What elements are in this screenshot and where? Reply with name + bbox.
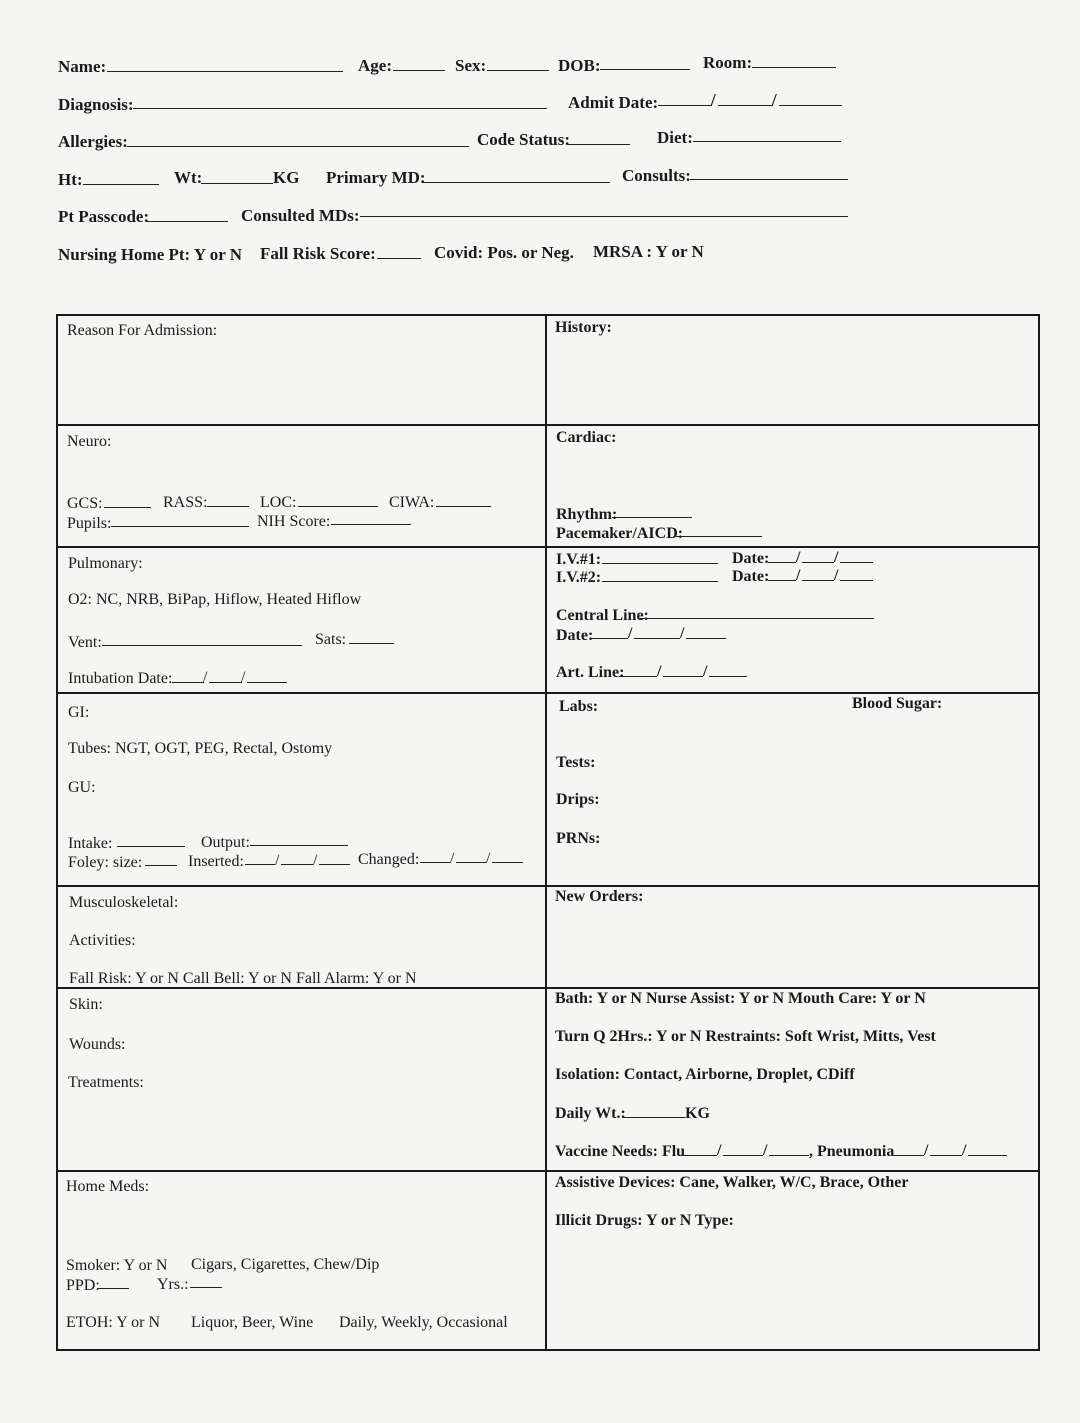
date-slash: / (628, 625, 633, 642)
bath-options: Bath: Y or N Nurse Assist: Y or N Mouth Care: Y or N (555, 990, 926, 1007)
loc-field[interactable] (298, 506, 378, 507)
art-line-year-field[interactable] (709, 676, 747, 677)
date-slash: / (486, 850, 491, 867)
sats-label: Sats: (315, 631, 347, 648)
iv1-date-month-field[interactable] (768, 562, 796, 563)
flu-date-year-field[interactable] (769, 1155, 809, 1156)
alcohol-type-options: Liquor, Beer, Wine (191, 1314, 314, 1331)
iv1-date-label: Date: (732, 550, 770, 567)
primary-md-field[interactable] (422, 182, 610, 183)
ht-label: Ht: (58, 170, 83, 189)
pupils-field[interactable] (111, 526, 249, 527)
foley-inserted-month-field[interactable] (245, 864, 275, 865)
foley-changed-label: Changed: (358, 851, 420, 868)
ppd-field[interactable] (98, 1288, 129, 1289)
pacemaker-field[interactable] (676, 536, 762, 537)
rhythm-field[interactable] (612, 517, 692, 518)
reason-for-admission-label: Reason For Admission: (67, 322, 218, 339)
cardiac-label: Cardiac: (556, 429, 617, 446)
foley-changed-year-field[interactable] (492, 862, 523, 863)
date-slash: / (241, 669, 246, 686)
fall-risk-options: Fall Risk: Y or N Call Bell: Y or N Fall Alarm: Y or N (69, 970, 417, 987)
covid-label: Covid: Pos. or Neg. (434, 243, 574, 262)
pneumonia-date-year-field[interactable] (968, 1155, 1007, 1156)
name-field[interactable] (107, 71, 343, 72)
date-slash: / (834, 549, 839, 566)
grid-line-row (56, 424, 1040, 426)
room-label: Room: (703, 53, 753, 72)
date-slash: / (657, 663, 662, 680)
room-field[interactable] (752, 67, 836, 68)
pupils-label: Pupils: (67, 515, 112, 532)
illicit-drugs-options: Illicit Drugs: Y or N Type: (555, 1212, 734, 1229)
consulted-mds-field[interactable] (360, 216, 848, 217)
consults-label: Consults: (622, 166, 691, 185)
date-slash: / (203, 669, 208, 686)
consults-field[interactable] (690, 179, 848, 180)
loc-label: LOC: (260, 494, 297, 511)
wounds-label: Wounds: (69, 1036, 126, 1053)
consulted-mds-label: Consulted MDs: (241, 206, 360, 225)
tubes-options: Tubes: NGT, OGT, PEG, Rectal, Ostomy (68, 740, 333, 757)
output-field[interactable] (250, 845, 348, 846)
o2-options: O2: NC, NRB, BiPap, Hiflow, Heated Hiflow (68, 591, 362, 608)
date-slash: / (834, 567, 839, 584)
pneumonia-label: , Pneumonia (809, 1143, 895, 1160)
allergies-label: Allergies: (58, 132, 128, 151)
date-slash: / (313, 852, 318, 869)
daily-wt-label: Daily Wt.: (555, 1105, 626, 1122)
intake-field[interactable] (117, 846, 185, 847)
central-line-field[interactable] (640, 618, 874, 619)
iv2-date-year-field[interactable] (840, 580, 873, 581)
history-label: History: (555, 319, 612, 336)
nih-score-label: NIH Score: (257, 513, 331, 530)
kg-unit: KG (273, 168, 300, 187)
pt-passcode-field[interactable] (147, 221, 228, 222)
wt-label: Wt: (174, 168, 203, 187)
gcs-field[interactable] (104, 507, 151, 508)
date-slash: / (275, 852, 280, 869)
diet-field[interactable] (693, 141, 841, 142)
fall-risk-score-field[interactable] (377, 258, 421, 259)
home-meds-label: Home Meds: (66, 1178, 150, 1195)
musculoskeletal-label: Musculoskeletal: (69, 894, 179, 911)
smoker-options: Smoker: Y or N (66, 1257, 168, 1274)
wt-field[interactable] (201, 183, 273, 184)
vaccine-flu-label: Vaccine Needs: Flu (555, 1143, 686, 1160)
code-status-label: Code Status: (477, 130, 571, 149)
allergies-field[interactable] (127, 146, 469, 147)
isolation-options: Isolation: Contact, Airborne, Droplet, CDiff (555, 1066, 855, 1083)
sex-label: Sex: (455, 56, 487, 75)
grid-line-middle (545, 314, 547, 1351)
flu-date-day-field[interactable] (723, 1155, 763, 1156)
art-line-day-field[interactable] (663, 676, 703, 677)
tobacco-options: Cigars, Cigarettes, Chew/Dip (191, 1256, 380, 1273)
pneumonia-date-day-field[interactable] (930, 1155, 962, 1156)
rass-field[interactable] (207, 506, 249, 507)
nursing-home-label: Nursing Home Pt: Y or N (58, 245, 242, 264)
dob-field[interactable] (600, 69, 690, 70)
age-field[interactable] (393, 70, 445, 71)
date-slash: / (711, 90, 716, 109)
date-slash: / (796, 567, 801, 584)
date-slash: / (680, 625, 685, 642)
date-slash: / (924, 1142, 929, 1159)
foley-size-field[interactable] (145, 865, 177, 866)
output-label: Output: (201, 834, 250, 851)
iv2-date-label: Date: (732, 568, 770, 585)
sex-field[interactable] (487, 70, 549, 71)
foley-inserted-day-field[interactable] (281, 864, 313, 865)
grid-line-right (1038, 314, 1040, 1351)
grid-line-row (56, 885, 1040, 887)
gu-label: GU: (68, 779, 96, 796)
date-slash: / (717, 1142, 722, 1159)
alcohol-frequency-options: Daily, Weekly, Occasional (339, 1314, 508, 1331)
admit-date-month-field[interactable] (658, 105, 712, 106)
grid-line-top (56, 314, 1040, 316)
daily-wt-field[interactable] (623, 1117, 685, 1118)
treatments-label: Treatments: (68, 1074, 144, 1091)
skin-label: Skin: (69, 996, 103, 1013)
blood-sugar-label: Blood Sugar: (852, 695, 943, 712)
mrsa-label: MRSA : Y or N (593, 242, 704, 261)
pneumonia-date-month-field[interactable] (894, 1155, 924, 1156)
vent-label: Vent: (68, 634, 102, 651)
date-slash: / (763, 1142, 768, 1159)
date-slash: / (772, 90, 777, 109)
art-line-month-field[interactable] (619, 676, 657, 677)
iv1-label: I.V.#1: (556, 551, 602, 568)
turn-restraints-options: Turn Q 2Hrs.: Y or N Restraints: Soft Wrist, Mitts, Vest (555, 1028, 936, 1045)
foley-inserted-label: Inserted: (188, 853, 244, 870)
iv2-label: I.V.#2: (556, 569, 602, 586)
foley-size-label: Foley: size: (68, 854, 143, 871)
iv2-field[interactable] (602, 581, 718, 582)
central-line-label: Central Line: (556, 607, 649, 624)
grid-line-bottom (56, 1349, 1040, 1351)
intubation-date-day-field[interactable] (209, 682, 242, 683)
etoh-options: ETOH: Y or N (66, 1314, 161, 1331)
fall-risk-score-label: Fall Risk Score: (260, 244, 376, 263)
diagnosis-label: Diagnosis: (58, 95, 134, 114)
foley-changed-day-field[interactable] (456, 862, 486, 863)
pt-passcode-label: Pt Passcode: (58, 207, 150, 226)
intubation-date-label: Intubation Date: (68, 670, 173, 687)
grid-line-row (56, 546, 1040, 548)
date-slash: / (703, 663, 708, 680)
flu-date-month-field[interactable] (681, 1155, 717, 1156)
labs-label: Labs: (559, 698, 599, 715)
pulmonary-label: Pulmonary: (68, 555, 143, 572)
gcs-label: GCS: (67, 495, 103, 512)
iv2-date-month-field[interactable] (768, 580, 796, 581)
art-line-label: Art. Line: (556, 664, 625, 681)
intubation-date-month-field[interactable] (172, 682, 204, 683)
iv1-date-day-field[interactable] (802, 562, 834, 563)
assistive-devices-options: Assistive Devices: Cane, Walker, W/C, Brace, Other (555, 1174, 909, 1191)
yrs-label: Yrs.: (157, 1276, 189, 1293)
intake-label: Intake: (68, 835, 113, 852)
ppd-label: PPD: (66, 1277, 100, 1294)
ciwa-label: CIWA: (389, 494, 435, 511)
pacemaker-label: Pacemaker/AICD: (556, 525, 684, 542)
sats-field[interactable] (349, 643, 394, 644)
name-label: Name: (58, 57, 107, 76)
admit-date-year-field[interactable] (779, 105, 842, 106)
central-line-date-day-field[interactable] (634, 638, 680, 639)
date-slash: / (450, 850, 455, 867)
diagnosis-field[interactable] (133, 108, 547, 109)
intubation-date-year-field[interactable] (247, 682, 287, 683)
diet-label: Diet: (657, 128, 693, 147)
iv1-date-year-field[interactable] (840, 562, 873, 563)
drips-label: Drips: (556, 791, 600, 808)
age-label: Age: (358, 56, 392, 75)
date-slash: / (796, 549, 801, 566)
tests-label: Tests: (556, 754, 596, 771)
primary-md-label: Primary MD: (326, 168, 426, 187)
central-line-date-month-field[interactable] (590, 638, 628, 639)
iv1-field[interactable] (602, 563, 718, 564)
vent-field[interactable] (102, 645, 302, 646)
iv2-date-day-field[interactable] (802, 580, 834, 581)
gi-label: GI: (68, 704, 90, 721)
activities-label: Activities: (69, 932, 136, 949)
neuro-label: Neuro: (67, 433, 112, 450)
yrs-field[interactable] (190, 1287, 222, 1288)
code-status-field[interactable] (568, 144, 630, 145)
grid-line-left (56, 314, 58, 1351)
new-orders-label: New Orders: (555, 888, 644, 905)
rhythm-label: Rhythm: (556, 506, 618, 523)
grid-line-row (56, 1170, 1040, 1172)
prns-label: PRNs: (556, 830, 601, 847)
admit-date-day-field[interactable] (718, 105, 773, 106)
dob-label: DOB: (558, 56, 601, 75)
admit-date-label: Admit Date: (568, 93, 659, 112)
date-slash: / (962, 1142, 967, 1159)
ht-field[interactable] (83, 184, 159, 185)
nih-score-field[interactable] (331, 524, 411, 525)
central-line-date-label: Date: (556, 627, 594, 644)
ciwa-field[interactable] (436, 506, 491, 507)
central-line-date-year-field[interactable] (686, 638, 726, 639)
daily-wt-kg-unit: KG (685, 1105, 710, 1122)
foley-inserted-year-field[interactable] (319, 864, 350, 865)
rass-label: RASS: (163, 494, 208, 511)
foley-changed-month-field[interactable] (420, 862, 450, 863)
